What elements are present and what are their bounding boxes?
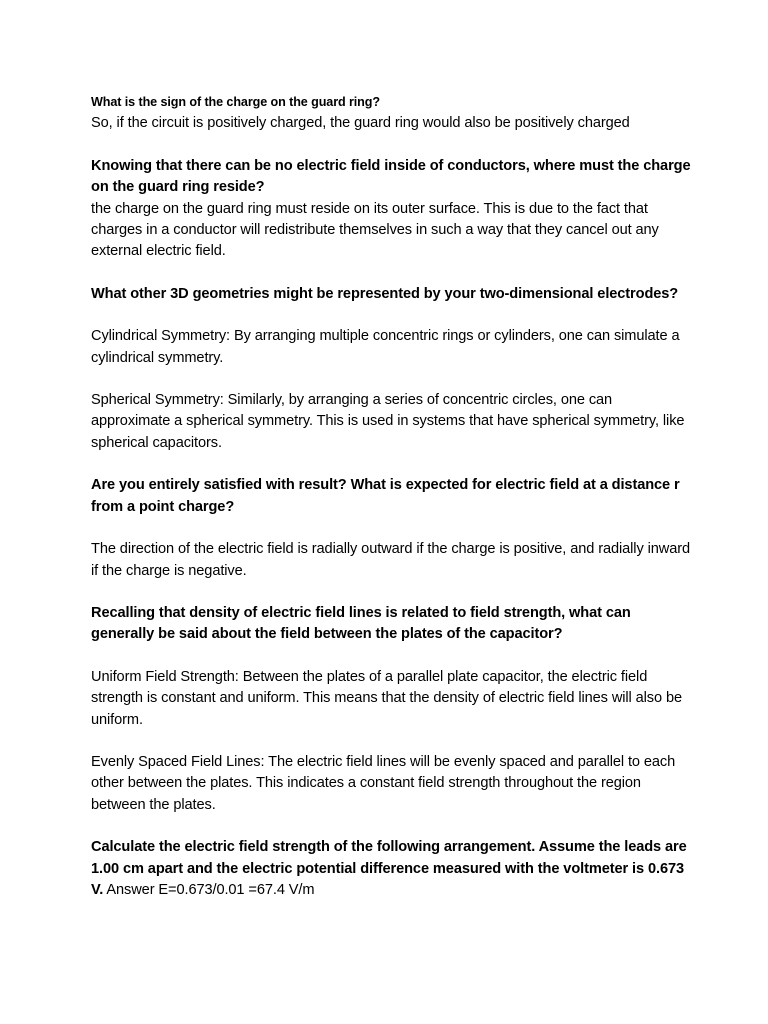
question-charge-location: Knowing that there can be no electric field inside of conductors, where must the charge on the guard ring reside?	[91, 157, 691, 196]
answer-point-charge-field: The direction of the electric field is radially outward if the charge is positive, and radially inward if the charge is negative.	[91, 541, 690, 579]
question-3d-geometries: What other 3D geometries might be represented by your two-dimensional electrodes?	[91, 285, 679, 302]
answer-uniform-field-strength: Uniform Field Strength: Between the plates of a parallel plate capacitor, the electric field strength is constant and uniform. This means that the density of electric field lines will also be uniform.	[91, 668, 683, 728]
answer-calculate-field: Answer E=0.673/0.01 =67.4 V/m	[103, 881, 315, 898]
question-point-charge-field: Are you entirely satisfied with result? What is expected for electric field at a distance r from a point charge?	[91, 477, 680, 515]
answer-charge-location: the charge on the guard ring must reside on its outer surface. This is due to the fact that charges in a conductor will redistribute themselves in such a way that they cancel out any external electric field.	[91, 200, 659, 260]
question-field-lines-density: Recalling that density of electric field lines is related to field strength, what can generally be said about the field between the plates of the capacitor?	[91, 604, 631, 643]
question-guard-ring-sign: What is the sign of the charge on the guard ring?	[91, 95, 380, 109]
answer-cylindrical-symmetry: Cylindrical Symmetry: By arranging multiple concentric rings or cylinders, one can simulate a cylindrical symmetry.	[91, 328, 680, 366]
answer-spherical-symmetry: Spherical Symmetry: Similarly, by arranging a series of concentric circles, one can approximate a spherical symmetry. This is used in systems that have spherical symmetry, like spherical capacitors.	[91, 392, 685, 451]
question-calculate-field-text: Calculate the electric field strength of the following arrangement. Assume the leads are 1.00 cm apart and the electric potential difference measured with the voltmeter is 0.673 V.	[91, 839, 687, 898]
answer-guard-ring-sign: So, if the circuit is positively charged, the guard ring would also be positively charged	[91, 115, 630, 132]
question-calculate-field	[91, 837, 691, 901]
answer-evenly-spaced-lines: Evenly Spaced Field Lines: The electric field lines will be evenly spaced and parallel to each other between the plates. This indicates a constant field strength throughout the region between the plates.	[91, 753, 676, 813]
document-page	[91, 92, 691, 901]
